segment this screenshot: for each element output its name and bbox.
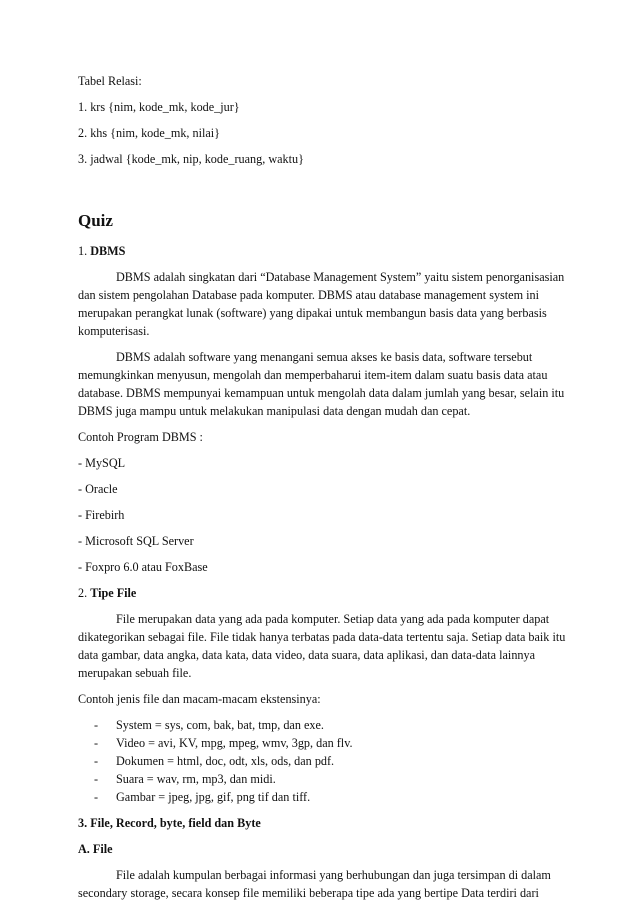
paragraph-line: DBMS adalah singkatan dari “Database Management System” yaitu sistem penorganisasian	[116, 270, 565, 284]
list-item-text: Gambar = jpeg, jpg, gif, png tif dan tiff.	[116, 790, 311, 804]
list-item	[0, 716, 638, 734]
bullet-dash: -	[94, 790, 99, 804]
relasi-item: 1. krs {nim, kode_mk, kode_jur}	[78, 100, 240, 114]
section-1-number: 1.	[78, 244, 91, 258]
relasi-title: Tabel Relasi:	[78, 74, 142, 88]
list-item-text: Dokumen = html, doc, odt, xls, ods, dan pdf.	[116, 754, 335, 768]
paragraph-line: secondary storage, secara konsep file memiliki beberapa tipe ada yang bertipe Data terdiri dari	[78, 886, 539, 900]
section-2-number: 2.	[78, 586, 91, 600]
list-item-text: Suara = wav, rm, mp3, dan midi.	[116, 772, 276, 786]
program-item: - Foxpro 6.0 atau FoxBase	[78, 560, 208, 574]
relasi-item: 3. jadwal {kode_mk, nip, kode_ruang, waktu}	[78, 152, 304, 166]
bullet-dash: -	[94, 718, 99, 732]
paragraph-line: dan sistem pengolahan Database pada komputer. DBMS atau database management system ini	[78, 288, 539, 302]
section-1-heading	[78, 242, 125, 260]
program-item: - Oracle	[78, 482, 118, 496]
paragraph-line: memungkinkan menyusun, mengolah dan memperbaharui item-item dalam suatu basis data atau	[78, 368, 548, 382]
relasi-item: 2. khs {nim, kode_mk, nilai}	[78, 126, 221, 140]
quiz-heading: Quiz	[78, 211, 113, 230]
list-item-text: Video = avi, KV, mpg, mpeg, wmv, 3gp, dan flv.	[116, 736, 353, 750]
paragraph-line: DBMS adalah software yang menangani semua akses ke basis data, software tersebut	[116, 350, 533, 364]
paragraph-line: DBMS juga mampu untuk melakukan manipulasi data dengan mudah dan cepat.	[78, 404, 471, 418]
paragraph-line: database. DBMS mempunyai kemampuan untuk mengolah data dalam jumlah yang besar, selain itu	[78, 386, 565, 400]
section-2-title: Tipe File	[90, 586, 137, 600]
section-2-heading	[78, 584, 136, 602]
section-3-heading: 3. File, Record, byte, field dan Byte	[78, 816, 261, 830]
list-item	[0, 788, 638, 806]
contoh-file-label: Contoh jenis file dan macam-macam ekstensinya:	[78, 692, 321, 706]
bullet-dash: -	[94, 736, 99, 750]
paragraph-line: merupakan sebuah file.	[78, 666, 192, 680]
subsection-a-heading: A. File	[78, 842, 113, 856]
list-item	[0, 770, 638, 788]
bullet-dash: -	[94, 772, 99, 786]
list-item	[0, 734, 638, 752]
program-item: - Microsoft SQL Server	[78, 534, 194, 548]
paragraph-line: dikategorikan sebagai file. File tidak hanya terbatas pada data-data tertentu saja. Setiap data baik itu	[78, 630, 566, 644]
paragraph-line: File merupakan data yang ada pada komputer. Setiap data yang ada pada komputer dapat	[116, 612, 550, 626]
paragraph-line: File adalah kumpulan berbagai informasi yang berhubungan dan juga tersimpan di dalam	[116, 868, 551, 882]
bullet-dash: -	[94, 754, 99, 768]
contoh-dbms-label: Contoh Program DBMS :	[78, 430, 203, 444]
paragraph-line: data gambar, data angka, data kata, data video, data suara, data aplikasi, dan data-data lainnya	[78, 648, 536, 662]
program-item: - Firebirh	[78, 508, 125, 522]
list-item-text: System = sys, com, bak, bat, tmp, dan exe.	[116, 718, 324, 732]
paragraph-line: merupakan perangkat lunak (software) yang dipakai untuk membangun basis data yang berbasis	[78, 306, 547, 320]
list-item	[0, 752, 638, 770]
program-item: - MySQL	[78, 456, 126, 470]
section-1-title: DBMS	[90, 244, 126, 258]
paragraph-line: komputerisasi.	[78, 324, 150, 338]
